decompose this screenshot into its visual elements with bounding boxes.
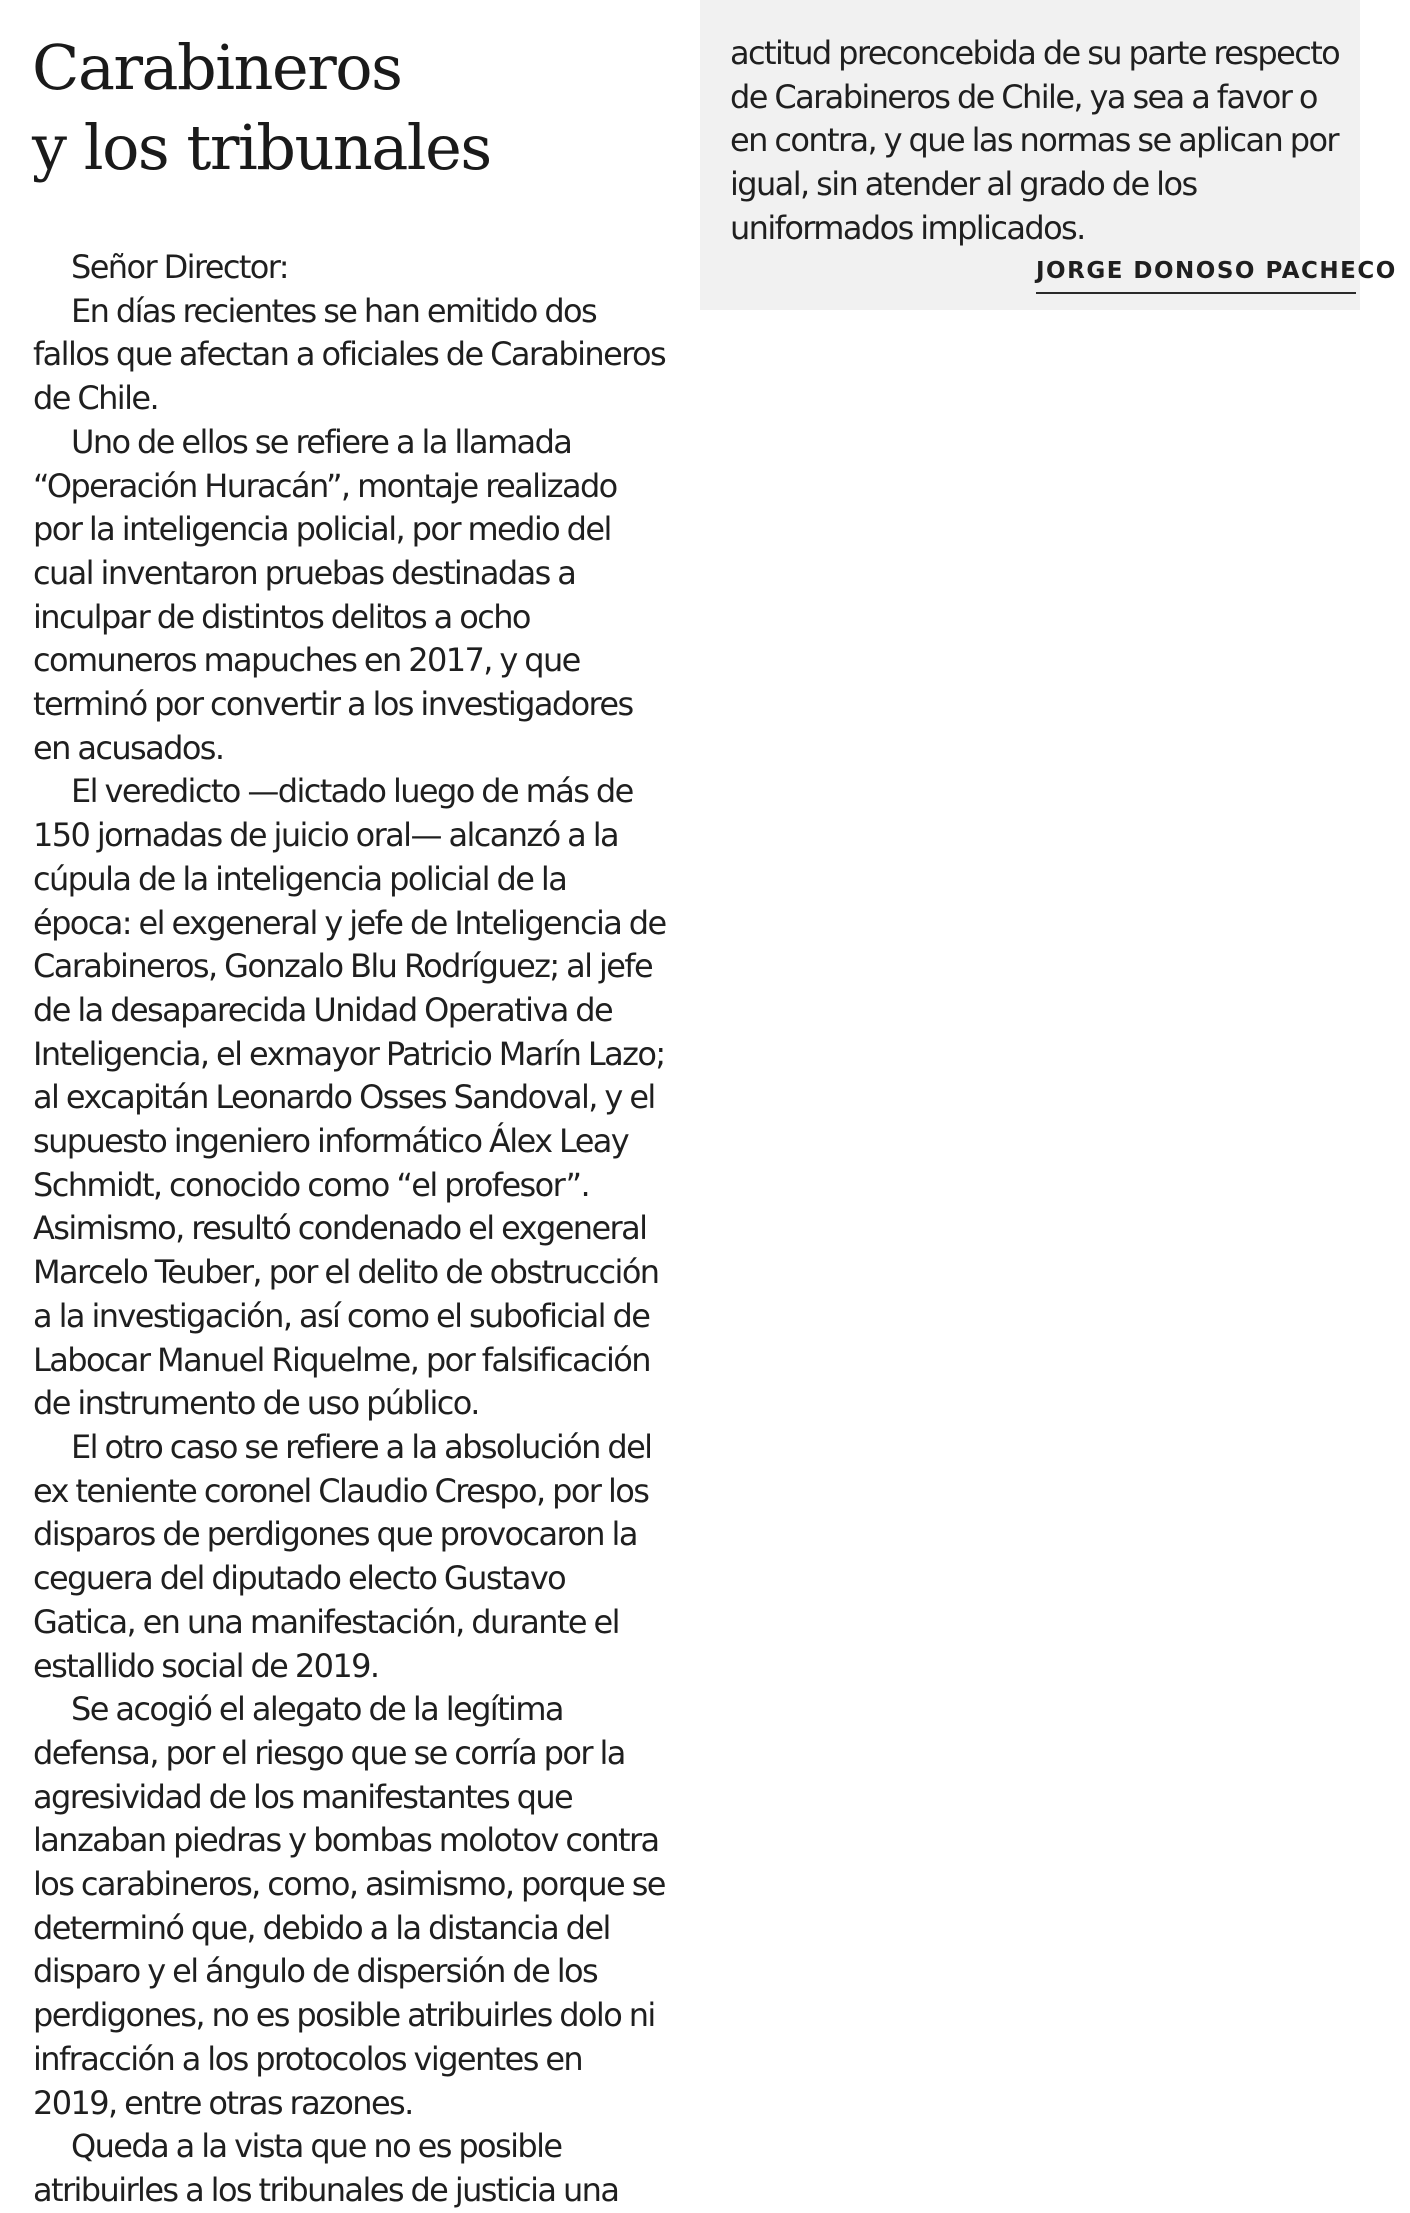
paragraph-6: Queda a la vista que no es posible atribuirles a los tribunales de justicia una	[33, 2127, 619, 2209]
article-body	[33, 246, 668, 2213]
paragraph-4: El otro caso se refiere a la absolución del ex teniente coronel Claudio Crespo, por los disparos de perdigones que provocaron la ceguera del diputado electo Gustavo Gatica, en una manifestación, durante el estallido social de 2019.	[33, 1427, 652, 1685]
paragraph-1: En días recientes se han emitido dos fallos que afectan a oficiales de Carabineros de Chile.	[33, 291, 666, 418]
article-continuation	[730, 32, 1350, 251]
headline-line-1: Carabineros	[32, 31, 402, 104]
salutation: Señor Director:	[71, 248, 288, 286]
headline-line-2: y los tribunales	[32, 111, 491, 184]
paragraph-3: El veredicto —dictado luego de más de 150 jornadas de juicio oral— alcanzó a la cúpula de la inteligencia policial de la época: el exgeneral y jefe de Inteligencia de Carabineros, Gonzalo Blu Rodríguez; al jefe de la desaparecida Unidad Operativa de Inteligencia, el exmayor Patricio Marín Lazo; al excapitán Leonardo Osses Sandoval, y el supuesto ingeniero informático Álex Leay Schmidt, conocido como “el profesor”. Asimismo, resultó condenado el exgeneral Marcelo Teuber, por el delito de obstrucción a la investigación, así como el suboficial de Labocar Manuel Riquelme, por falsificación de instrumento de uso público.	[33, 772, 666, 1423]
paragraph-5: Se acogió el alegato de la legítima defensa, por el riesgo que se corría por la agresividad de los manifestantes que lanzaban piedras y bombas molotov contra los carabineros, como, asimismo, porque se determinó que, debido a la distancia del disparo y el ángulo de dispersión de los perdigones, no es posible atribuirles dolo ni infracción a los protocolos vigentes en 2019, entre otras razones.	[33, 1690, 665, 2122]
paragraph-2: Uno de ellos se refiere a la llamada “Operación Huracán”, montaje realizado por la inteligencia policial, por medio del cual inventaron pruebas destinadas a inculpar de distintos delitos a ocho comuneros mapuches en 2017, y que terminó por convertir a los investigadores en acusados.	[33, 422, 633, 767]
continuation-paragraph: actitud preconcebida de su parte respecto de Carabineros de Chile, ya sea a favor o en contra, y que las normas se aplican por igual, sin atender al grado de los uniformados implicados.	[730, 34, 1340, 247]
author-signature: JORGE DONOSO PACHECO	[1036, 258, 1356, 294]
article-headline	[32, 28, 491, 188]
